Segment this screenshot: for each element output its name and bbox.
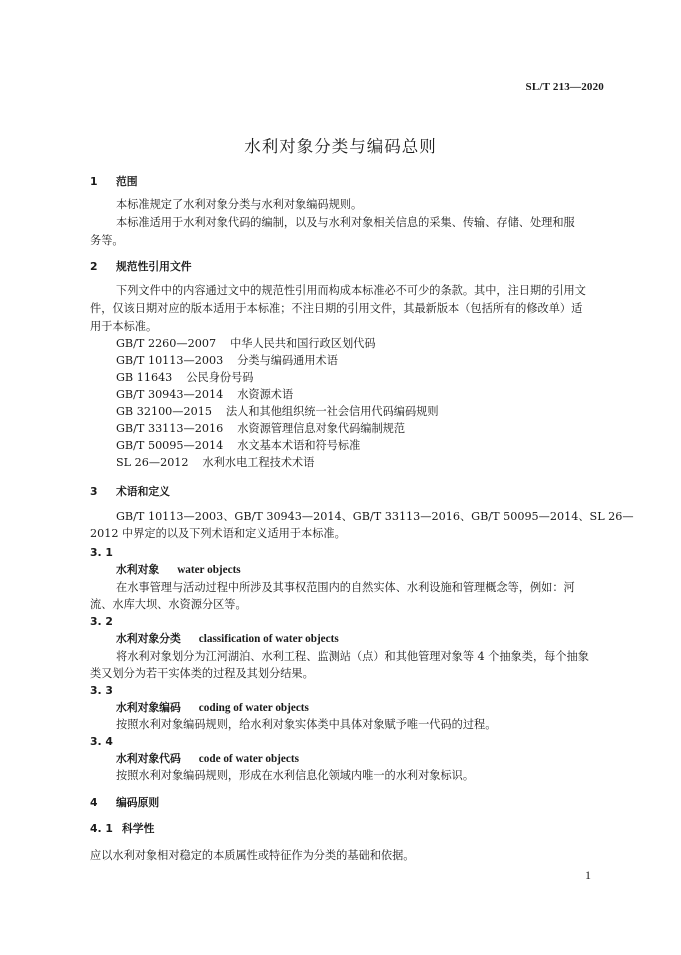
term-en: classification of water objects: [198, 633, 339, 645]
section-1-number: 1: [90, 175, 98, 188]
section-2-title: 规范性引用文件: [116, 260, 192, 273]
reference-code: GB/T 33113—2016: [116, 422, 224, 435]
reference-item: [116, 336, 376, 352]
subsection-4-1-heading: [90, 821, 154, 837]
reference-item: [116, 438, 360, 454]
section-3-number: 3: [90, 485, 98, 498]
term-number: 3. 1: [90, 546, 113, 559]
term-heading: [116, 751, 299, 767]
section-4-title: 编码原则: [116, 796, 160, 809]
page-number: 1: [585, 868, 591, 882]
term-definition-line-2: 类又划分为若干实体类的过程及其划分结果。: [90, 667, 314, 680]
term-heading: [116, 631, 339, 647]
reference-item: [116, 370, 253, 386]
term-zh: 水利对象: [116, 563, 160, 576]
term-en: code of water objects: [198, 753, 299, 765]
section-2-heading: [90, 259, 192, 275]
term-number: 3. 4: [90, 735, 113, 748]
term-en: coding of water objects: [198, 702, 309, 714]
section-1-heading: [90, 174, 138, 190]
section-4-heading: [90, 795, 159, 811]
reference-code: GB/T 2260—2007: [116, 337, 217, 350]
term-definition-line-1: 按照水利对象编码规则，形成在水利信息化领域内唯一的水利对象标识。: [116, 769, 475, 782]
section-1-paragraph-1: 本标准规定了水利对象分类与水利对象编码规则。: [116, 198, 363, 211]
reference-item: [116, 404, 439, 420]
term-en: water objects: [177, 564, 241, 576]
reference-code: GB 32100—2015: [116, 405, 212, 418]
reference-title: 分类与编码通用术语: [237, 354, 338, 367]
section-2-paragraph-line-1: 下列文件中的内容通过文中的规范性引用而构成本标准必不可少的条款。其中，注日期的引用文: [116, 284, 586, 297]
reference-title: 水利水电工程技术术语: [202, 456, 315, 469]
term-heading: [116, 700, 309, 716]
term-heading: [116, 562, 241, 578]
term-zh: 水利对象编码: [116, 701, 181, 714]
section-2-paragraph-line-2: 件，仅该日期对应的版本适用于本标准；不注日期的引用文件，其最新版本（包括所有的修改单）适: [90, 302, 583, 315]
subsection-4-1-title: 科学性: [122, 822, 155, 835]
section-3-title: 术语和定义: [116, 485, 170, 498]
reference-code: GB/T 10113—2003: [116, 354, 224, 367]
standard-code: SL/T 213—2020: [525, 81, 604, 93]
reference-item: [116, 387, 293, 403]
subsection-4-1-paragraph: 应以水利对象相对稳定的本质属性或特征作为分类的基础和依据。: [90, 849, 415, 862]
section-4-number: 4: [90, 796, 98, 809]
reference-code: GB 11643: [116, 371, 173, 384]
reference-item: [116, 353, 338, 369]
reference-item: [116, 455, 314, 471]
reference-item: [116, 421, 405, 437]
reference-title: 公民身份号码: [186, 371, 254, 384]
section-1-paragraph-2-line-2: 务等。: [90, 234, 124, 247]
reference-title: 水文基本术语和符号标准: [237, 439, 361, 452]
reference-title: 中华人民共和国行政区划代码: [230, 337, 376, 350]
section-3-paragraph-line-1: GB/T 10113—2003、GB/T 30943—2014、GB/T 33113—2016、GB/T 50095—2014、SL 26—: [116, 510, 634, 523]
reference-code: GB/T 50095—2014: [116, 439, 224, 452]
document-title: 水利对象分类与编码总则: [244, 137, 437, 156]
reference-code: GB/T 30943—2014: [116, 388, 224, 401]
section-3-paragraph-line-2: 2012 中界定的以及下列术语和定义适用于本标准。: [90, 527, 346, 540]
term-definition-line-1: 在水事管理与活动过程中所涉及其事权范围内的自然实体、水利设施和管理概念等，例如：河: [116, 581, 575, 594]
subsection-4-1-number: 4. 1: [90, 822, 113, 835]
term-definition-line-2: 流、水库大坝、水资源分区等。: [90, 598, 247, 611]
section-2-number: 2: [90, 260, 98, 273]
term-definition-line-1: 按照水利对象编码规则，给水利对象实体类中具体对象赋予唯一代码的过程。: [116, 718, 497, 731]
term-definition-line-1: 将水利对象划分为江河湖泊、水利工程、监测站（点）和其他管理对象等 4 个抽象类，每个抽象: [116, 650, 589, 663]
term-zh: 水利对象代码: [116, 752, 181, 765]
term-number: 3. 3: [90, 684, 113, 697]
section-1-paragraph-2-line-1: 本标准适用于水利对象代码的编制，以及与水利对象相关信息的采集、传输、存储、处理和服: [116, 216, 575, 229]
reference-title: 水资源管理信息对象代码编制规范: [237, 422, 406, 435]
section-2-paragraph-line-3: 用于本标准。: [90, 320, 158, 333]
reference-code: SL 26—2012: [116, 456, 189, 469]
reference-title: 水资源术语: [237, 388, 294, 401]
section-1-title: 范围: [116, 175, 138, 188]
reference-title: 法人和其他组织统一社会信用代码编码规则: [225, 405, 439, 418]
section-3-heading: [90, 484, 170, 500]
term-zh: 水利对象分类: [116, 632, 181, 645]
term-number: 3. 2: [90, 615, 113, 628]
